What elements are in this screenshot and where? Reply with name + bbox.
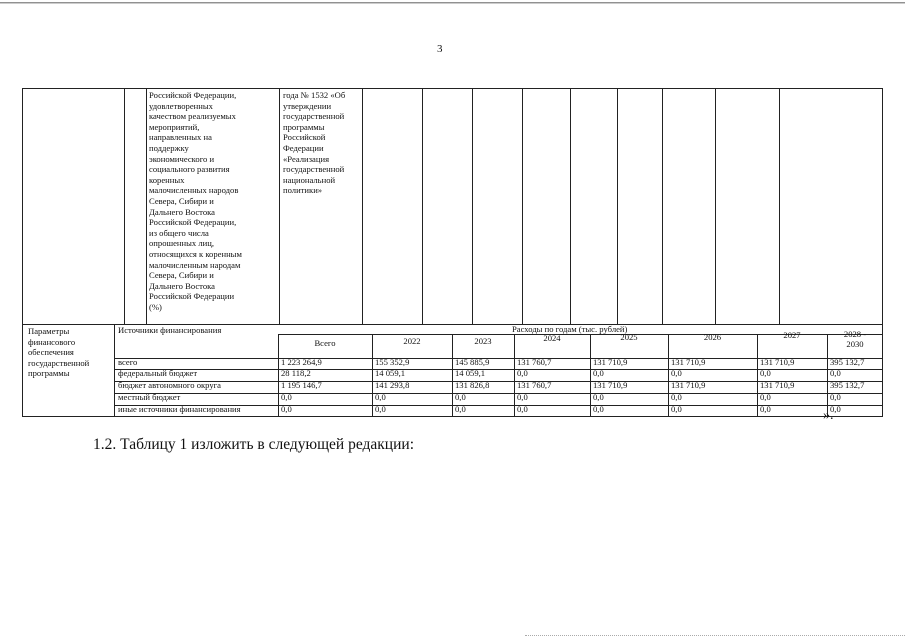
table-cell: 0,0 xyxy=(760,404,771,414)
scan-bottom-edge xyxy=(525,635,905,637)
table-cell: 0,0 xyxy=(830,392,841,402)
table-cell: 131 710,9 xyxy=(671,380,706,390)
col-header-2025: 2025 xyxy=(620,332,638,342)
description-line: Севера, Сибири и xyxy=(149,195,214,206)
table-cell: 0,0 xyxy=(517,404,528,414)
table-cell: 0,0 xyxy=(671,404,682,414)
params-label-line: финансового xyxy=(28,336,76,347)
source-line: Федерации xyxy=(283,142,324,153)
description-line: опрошенных лиц, xyxy=(149,238,214,249)
table-cell: 0,0 xyxy=(517,368,528,378)
description-line: Российской Федерации, xyxy=(149,90,237,100)
table-cell: 145 885,9 xyxy=(455,357,490,367)
table-cell: 0,0 xyxy=(375,392,386,402)
table-cell: 0,0 xyxy=(455,404,466,414)
sources-header: Источники финансирования xyxy=(118,325,222,335)
table-cell: 1 223 264,9 xyxy=(281,357,322,367)
source-line: года № 1532 «Об xyxy=(283,90,346,100)
table-cell: 14 059,1 xyxy=(375,368,406,378)
row-source-name: федеральный бюджет xyxy=(118,368,198,378)
col-line xyxy=(779,88,780,325)
table-cell: 0,0 xyxy=(281,392,292,402)
table-cell: 141 293,8 xyxy=(375,380,410,390)
table-cell: 155 352,9 xyxy=(375,357,410,367)
table-cell: 0,0 xyxy=(517,392,528,402)
table-cell: 0,0 xyxy=(830,404,841,414)
table-cell: 131 710,9 xyxy=(593,380,628,390)
closing-quote: ». xyxy=(823,408,834,423)
description-line: Дальнего Востока xyxy=(149,280,215,291)
col-line xyxy=(617,88,618,325)
description-line: направленных на xyxy=(149,132,212,143)
source-line: «Реализация xyxy=(283,153,330,164)
description-line: мероприятий, xyxy=(149,121,200,132)
params-label-line: Параметры xyxy=(28,326,70,336)
col-line xyxy=(114,324,115,417)
expenses-header: Расходы по годам (тыс. рублей) xyxy=(512,324,628,334)
description-line: коренных xyxy=(149,174,185,185)
row-source-name: местный бюджет xyxy=(118,392,181,402)
description-line: удовлетворенных xyxy=(149,100,213,111)
params-label-line: обеспечения xyxy=(28,347,74,358)
source-line: государственной xyxy=(283,164,345,175)
table-cell: 395 132,7 xyxy=(830,380,865,390)
col-header-2022: 2022 xyxy=(403,336,421,346)
table-cell: 14 059,1 xyxy=(455,368,486,378)
table-cell: 131 760,7 xyxy=(517,380,552,390)
source-line: государственной xyxy=(283,111,345,122)
table-cell: 1 195 146,7 xyxy=(281,380,322,390)
table-cell: 131 710,9 xyxy=(593,357,628,367)
description-line: (%) xyxy=(149,301,162,312)
col-header-2026: 2026 xyxy=(703,332,722,342)
col-line xyxy=(522,88,523,325)
table-cell: 0,0 xyxy=(760,392,771,402)
params-label-line: государственной xyxy=(28,357,90,368)
description-line: Севера, Сибири и xyxy=(149,270,214,281)
table-cell: 0,0 xyxy=(593,368,604,378)
table-cell: 28 118,2 xyxy=(281,368,311,378)
params-label-line: программы xyxy=(28,368,70,379)
amendment-text: 1.2. Таблицу 1 изложить в следующей редакции: xyxy=(93,436,414,453)
description-line: Российской Федерации xyxy=(149,291,235,302)
col-header-2024: 2024 xyxy=(543,333,561,343)
source-line: Российской xyxy=(283,132,326,143)
description-line: из общего числа xyxy=(149,227,209,238)
table-cell: 0,0 xyxy=(671,392,682,402)
col-line xyxy=(715,88,716,325)
col-line xyxy=(422,88,423,325)
description-line: малочисленным народам xyxy=(149,259,241,270)
table-cell: 0,0 xyxy=(375,404,386,414)
source-line: программы xyxy=(283,121,325,132)
scan-top-edge xyxy=(0,0,905,6)
col-line xyxy=(124,88,125,325)
description-line: экономического и xyxy=(149,153,215,164)
col-line xyxy=(146,88,147,325)
col-header-2027: 2027 xyxy=(783,330,801,340)
table-cell: 131 710,9 xyxy=(671,357,706,367)
table-cell: 0,0 xyxy=(455,392,466,402)
row-source-name: всего xyxy=(118,357,138,367)
table-cell: 0,0 xyxy=(760,368,771,378)
source-line: политики» xyxy=(283,185,323,196)
col-line xyxy=(362,88,363,325)
table-cell: 0,0 xyxy=(830,368,841,378)
finance-params-label xyxy=(28,326,89,379)
description-line: Дальнего Востока xyxy=(149,206,215,217)
col-line xyxy=(472,88,473,325)
table-border-left xyxy=(22,88,23,417)
page-number: 3 xyxy=(437,43,443,55)
col-header-total: Всего xyxy=(314,338,336,348)
col-line xyxy=(662,88,663,325)
description-line: малочисленных народов xyxy=(149,185,239,196)
table-cell: 131 826,8 xyxy=(455,380,490,390)
description-line: социального развития xyxy=(149,164,230,175)
table-border-right xyxy=(882,88,883,417)
row-source-name: бюджет автономного округа xyxy=(118,380,221,390)
col-header-2028-2030-line2: 2030 xyxy=(846,339,864,349)
source-line: национальной xyxy=(283,174,336,185)
table-cell: 0,0 xyxy=(593,392,604,402)
table-cell: 0,0 xyxy=(671,368,682,378)
table-cell: 0,0 xyxy=(593,404,604,414)
indicator-source xyxy=(283,90,345,196)
program-table xyxy=(22,88,883,417)
table-cell: 395 132,7 xyxy=(830,357,865,367)
indicator-description xyxy=(149,90,242,312)
table-cell: 0,0 xyxy=(281,404,292,414)
description-line: поддержку xyxy=(149,142,189,153)
table-border-top xyxy=(22,88,883,89)
col-header-2023: 2023 xyxy=(474,336,492,346)
row-source-name: иные источники финансирования xyxy=(118,404,241,414)
table-cell: 131 710,9 xyxy=(760,380,795,390)
col-line xyxy=(279,88,280,325)
col-header-2028-2030: 2028 - xyxy=(843,329,867,339)
table-cell: 131 760,7 xyxy=(517,357,552,367)
source-line: утверждении xyxy=(283,100,332,111)
table-cell: 131 710,9 xyxy=(760,357,795,367)
col-line xyxy=(570,88,571,325)
description-line: относящихся к коренным xyxy=(149,248,242,259)
description-line: Российской Федерации, xyxy=(149,217,237,228)
description-line: качеством реализуемых xyxy=(149,111,236,122)
